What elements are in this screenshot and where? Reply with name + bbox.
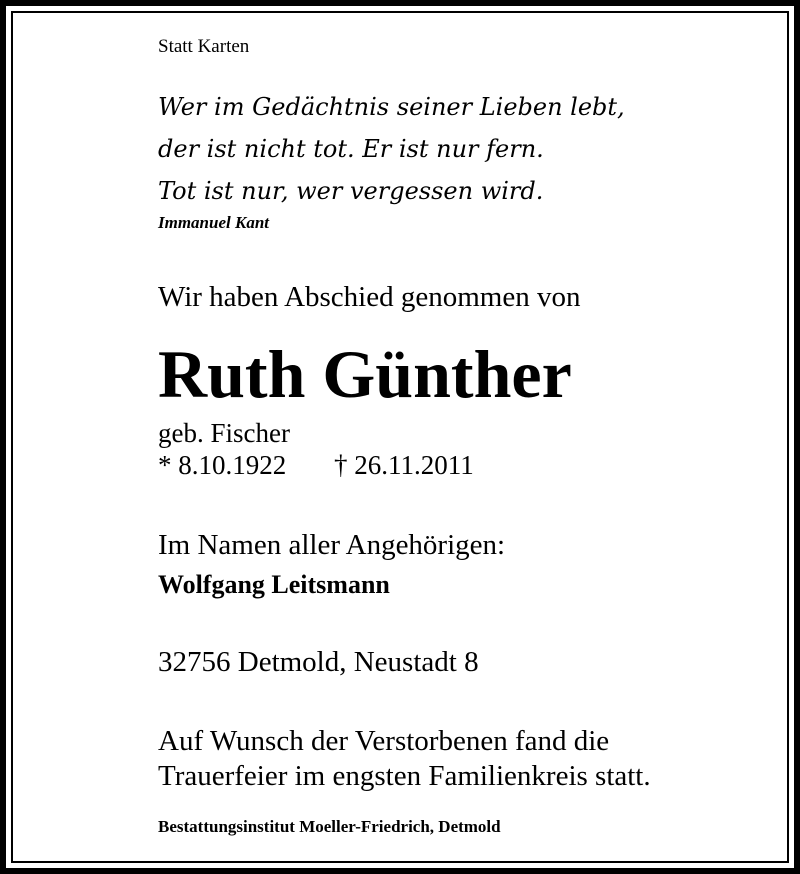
quote-line-1: Wer im Gedächtnis seiner Lieben lebt, <box>158 93 625 121</box>
address: 32756 Detmold, Neustadt 8 <box>158 646 479 678</box>
deceased-name: Ruth Günther <box>158 336 572 412</box>
quote-line-3: Tot ist nur, wer vergessen wird. <box>158 177 544 205</box>
birth-date: * 8.10.1922 <box>158 450 287 480</box>
funeral-note-line-1: Auf Wunsch der Verstorbenen fand die <box>158 725 610 757</box>
quote-author: Immanuel Kant <box>158 213 270 232</box>
maiden-name: geb. Fischer <box>158 418 290 448</box>
quote-line-2: der ist nicht tot. Er ist nur fern. <box>158 135 544 163</box>
header-text: Statt Karten <box>158 36 250 57</box>
family-intro: Im Namen aller Angehörigen: <box>158 529 506 561</box>
death-date: † 26.11.2011 <box>334 450 474 480</box>
intro-text: Wir haben Abschied genommen von <box>158 281 581 313</box>
funeral-note-line-2: Trauerfeier im engsten Familienkreis statt. <box>158 760 651 792</box>
funeral-note <box>158 724 651 794</box>
quote <box>158 86 625 212</box>
life-dates <box>158 450 474 480</box>
undertaker: Bestattungsinstitut Moeller-Friedrich, Detmold <box>158 817 501 836</box>
family-name: Wolfgang Leitsmann <box>158 570 390 599</box>
